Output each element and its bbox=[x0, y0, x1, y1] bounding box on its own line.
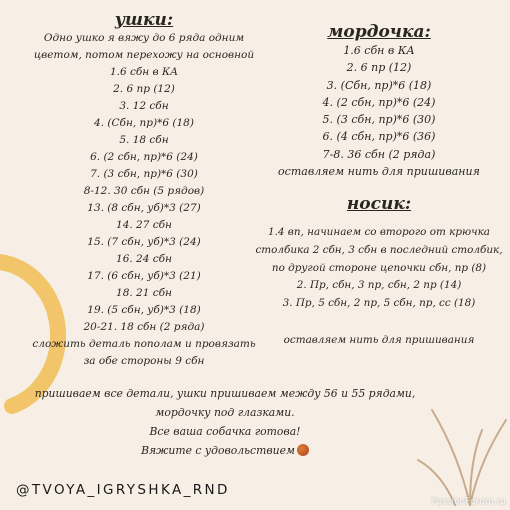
yarn-ball-icon bbox=[297, 444, 309, 456]
instruction-line: оставляем нить для пришивания bbox=[278, 165, 480, 179]
instruction-line: Одно ушко я вяжу до 6 ряда одним bbox=[43, 32, 245, 44]
instruction-line: по другой стороне цепочки сбн, пр (8) bbox=[271, 261, 487, 274]
instruction-line: 1.6 сбн в КА bbox=[343, 44, 415, 57]
final-greeting: Вяжите с удовольствием bbox=[141, 444, 295, 457]
instruction-line: 2. Пр, сбн, 3 пр, сбн, 2 пр (14) bbox=[296, 279, 462, 292]
final-line bbox=[0, 441, 450, 460]
instruction-line: 8-12. 30 сбн (5 рядов) bbox=[83, 185, 205, 197]
ears-section bbox=[28, 10, 260, 370]
instruction-line: сложить деталь пополам и провязать bbox=[32, 338, 256, 350]
instruction-line: 6. (2 сбн, пр)*6 (24) bbox=[90, 151, 198, 163]
final-line: мордочку под глазками. bbox=[155, 406, 295, 419]
instruction-line: 2. 6 пр (12) bbox=[113, 83, 175, 95]
instruction-line: 19. (5 сбн, уб)*3 (18) bbox=[87, 304, 201, 316]
instruction-line: 4. (Сбн, пр)*6 (18) bbox=[94, 117, 194, 129]
muzzle-heading: мордочка: bbox=[327, 22, 431, 42]
instruction-line: 1.4 вп, начинаем со второго от крючка bbox=[267, 226, 490, 239]
muzzle-section bbox=[248, 22, 510, 180]
right-column bbox=[248, 22, 510, 350]
final-section bbox=[0, 384, 450, 460]
instruction-line: 20-21. 18 сбн (2 ряда) bbox=[83, 321, 205, 333]
nose-note: оставляем нить для пришивания bbox=[283, 334, 475, 347]
instruction-line: 2. 6 пр (12) bbox=[346, 61, 412, 75]
instruction-line: 16. 24 сбн bbox=[116, 253, 172, 265]
instruction-line: 3. Пр, 5 сбн, 2 пр, 5 сбн, пр, сс (18) bbox=[282, 296, 476, 309]
nose-section bbox=[248, 194, 510, 350]
watermark: PassionForum.ru bbox=[431, 497, 506, 507]
instruction-line: 1.6 сбн в КА bbox=[109, 66, 179, 78]
instruction-line: 5. (3 сбн, пр)*6 (30) bbox=[322, 113, 436, 127]
instruction-line: столбика 2 сбн, 3 сбн в последний столбик, bbox=[255, 243, 503, 256]
final-line: Все ваша собачка готова! bbox=[149, 425, 301, 438]
ears-heading: ушки: bbox=[114, 10, 174, 30]
nose-heading: носик: bbox=[346, 194, 412, 215]
ears-instructions bbox=[28, 30, 260, 370]
instruction-line: 4. (2 сбн, пр)*6 (24) bbox=[322, 95, 436, 109]
instruction-line: 14. 27 сбн bbox=[116, 219, 172, 231]
instruction-line: за обе стороны 9 сбн bbox=[83, 355, 205, 367]
instruction-line: 7. (3 сбн, пр)*6 (30) bbox=[90, 168, 198, 180]
instruction-line: 5. 18 сбн bbox=[119, 134, 169, 146]
instruction-line: 7-8. 36 сбн (2 ряда) bbox=[322, 147, 436, 161]
author-handle: @TVOYA_IGRYSHKA_RND bbox=[16, 482, 230, 498]
final-line: пришиваем все детали, ушки пришиваем между 56 и 55 рядами, bbox=[34, 387, 416, 400]
muzzle-instructions bbox=[248, 42, 510, 180]
instruction-line: 17. (6 сбн, уб)*3 (21) bbox=[87, 270, 201, 282]
instruction-line: 15. (7 сбн, уб)*3 (24) bbox=[87, 236, 201, 248]
instruction-line: цветом, потом перехожу на основной bbox=[33, 49, 255, 61]
instruction-line: 18. 21 сбн bbox=[116, 287, 172, 299]
instruction-line: 3. 12 сбн bbox=[119, 100, 169, 112]
nose-instructions bbox=[248, 224, 510, 312]
instruction-line: 13. (8 сбн, уб)*3 (27) bbox=[87, 202, 201, 214]
instruction-line: 3. (Сбн, пр)*6 (18) bbox=[326, 78, 432, 92]
instruction-line: 6. (4 сбн, пр)*6 (36) bbox=[322, 130, 436, 144]
